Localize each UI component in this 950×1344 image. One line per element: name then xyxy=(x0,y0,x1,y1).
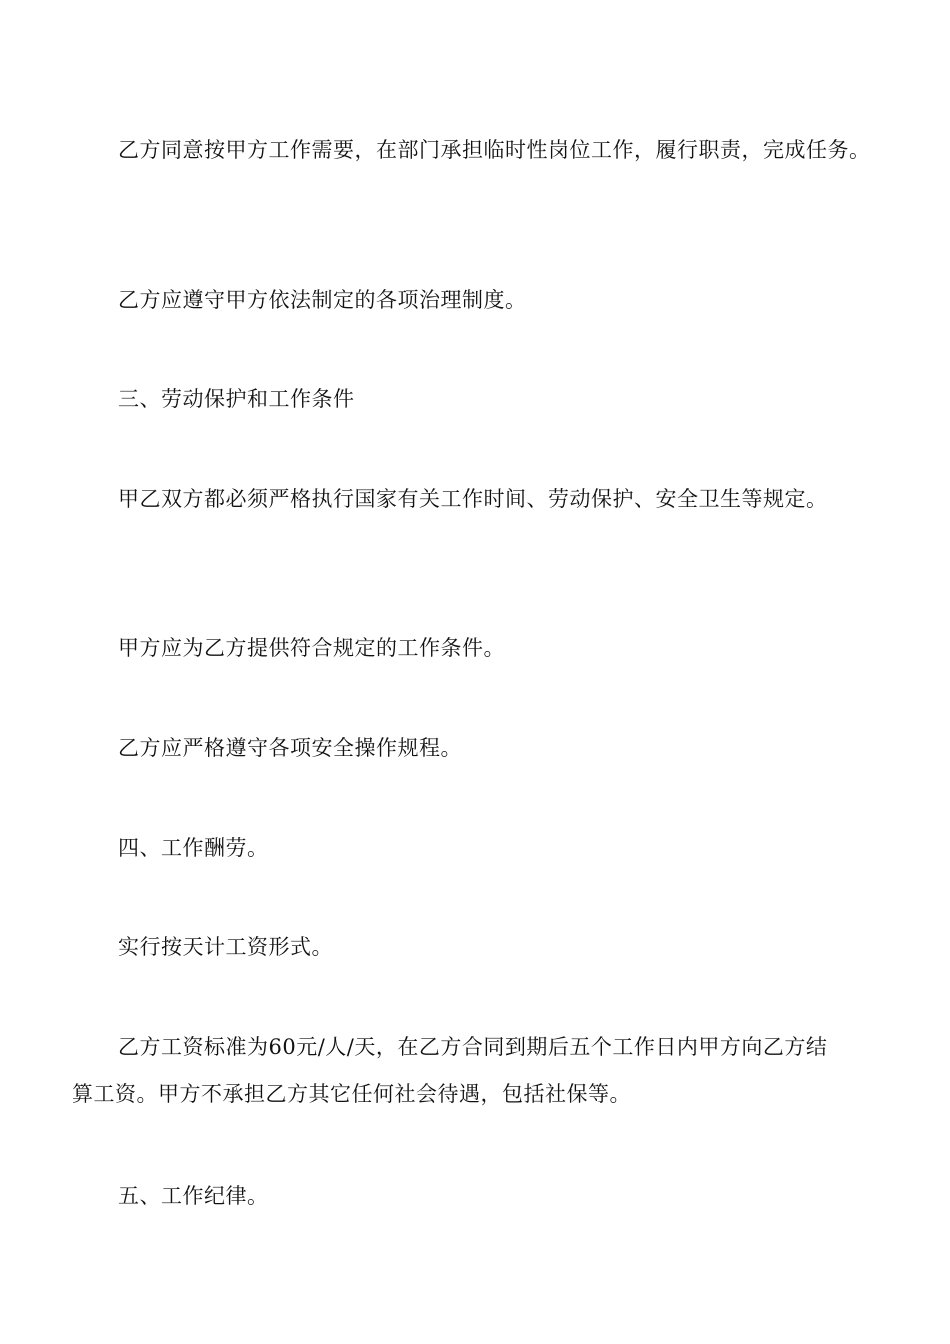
paragraph-regulations: 甲乙双方都必须严格执行国家有关工作时间、劳动保护、安全卫生等规定。 xyxy=(118,487,828,511)
section-heading-remuneration: 四、工作酬劳。 xyxy=(118,836,269,860)
paragraph-wage-standard xyxy=(72,1037,892,1105)
section-heading-discipline: 五、工作纪律。 xyxy=(118,1184,269,1208)
wage-line-1: 乙方工资标准为60元/人/天，在乙方合同到期后五个工作日内甲方向乙方结 xyxy=(118,1035,828,1059)
paragraph-duty-agreement: 乙方同意按甲方工作需要，在部门承担临时性岗位工作，履行职责，完成任务。 xyxy=(118,138,871,162)
paragraph-safety-rules: 乙方应严格遵守各项安全操作规程。 xyxy=(118,736,462,760)
paragraph-daily-wage-form: 实行按天计工资形式。 xyxy=(118,935,333,959)
paragraph-rules-compliance: 乙方应遵守甲方依法制定的各项治理制度。 xyxy=(118,288,527,312)
wage-line-2: 算工资。甲方不承担乙方其它任何社会待遇，包括社保等。 xyxy=(72,1082,631,1106)
paragraph-work-conditions: 甲方应为乙方提供符合规定的工作条件。 xyxy=(118,636,505,660)
section-heading-labor-protection: 三、劳动保护和工作条件 xyxy=(118,387,355,411)
